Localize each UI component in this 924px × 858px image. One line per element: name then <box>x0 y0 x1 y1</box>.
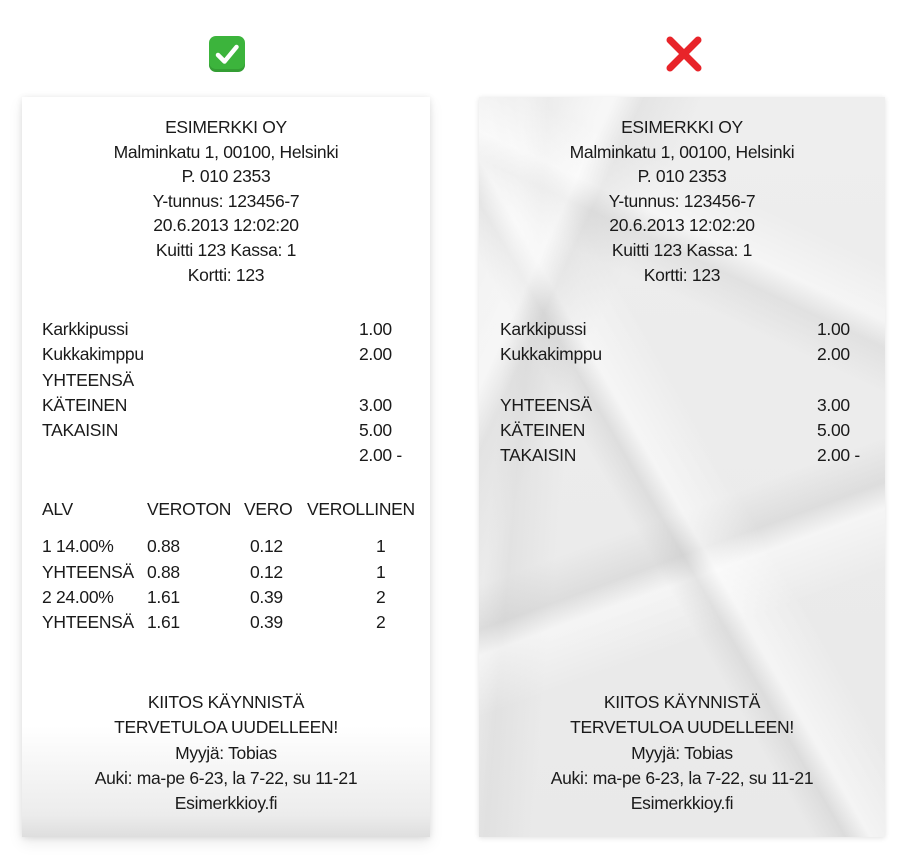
vat-row <box>42 536 412 561</box>
cross-mark-icon <box>664 34 704 74</box>
item-name: YHTEENSÄ <box>500 394 592 415</box>
item-name: KÄTEINEN <box>42 394 128 415</box>
receipt-header <box>22 115 430 287</box>
card: Kortti: 123 <box>187 264 265 285</box>
receipt-footer <box>22 690 430 816</box>
vat-col-header: VEROTON <box>147 499 232 519</box>
address: Malminkatu 1, 00100, Helsinki <box>113 141 339 162</box>
check-mark-icon <box>207 34 247 74</box>
item-name: YHTEENSÄ <box>42 369 134 390</box>
vat-header-row <box>42 499 415 524</box>
vat-cell: 1.61 <box>147 586 180 607</box>
vat-cell: 1 14.00% <box>42 536 114 557</box>
welcome-line: TERVETULOA UUDELLEEN! <box>114 717 338 738</box>
thanks-line: KIITOS KÄYNNISTÄ <box>147 692 305 712</box>
vat-table <box>42 499 415 637</box>
phone: P. 010 2353 <box>181 166 271 187</box>
item-names <box>42 317 144 443</box>
item-names <box>500 317 602 469</box>
hours-line: Auki: ma-pe 6-23, la 7-22, su 11-21 <box>94 767 358 788</box>
business-id: Y-tunnus: 123456-7 <box>152 190 300 211</box>
bad-receipt <box>479 97 885 837</box>
card: Kortti: 123 <box>643 264 721 285</box>
timestamp: 20.6.2013 12:02:20 <box>609 215 755 236</box>
item-value: 3.00 <box>359 394 392 415</box>
vat-row <box>42 562 412 587</box>
company-name: ESIMERKKI OY <box>165 117 287 137</box>
vat-cell: 2 24.00% <box>42 586 114 607</box>
vat-cell: 0.39 <box>250 612 283 633</box>
website-line: Esimerkkioy.fi <box>174 793 278 814</box>
item-name: Kukkakimppu <box>42 344 144 365</box>
vat-row <box>42 587 412 612</box>
item-value: 2.00 - <box>359 445 402 466</box>
item-name: Karkkipussi <box>500 319 587 339</box>
item-name: KÄTEINEN <box>500 420 586 441</box>
vat-row <box>42 612 412 637</box>
item-name: Kukkakimppu <box>500 344 602 365</box>
good-receipt <box>22 97 430 837</box>
vat-cell: 0.12 <box>250 536 283 557</box>
receipt-footer <box>479 690 885 816</box>
address: Malminkatu 1, 00100, Helsinki <box>569 141 795 162</box>
receipt-register: Kuitti 123 Kassa: 1 <box>155 239 297 260</box>
item-value: 1.00 <box>359 319 392 339</box>
item-values <box>817 317 860 469</box>
item-name: Karkkipussi <box>42 319 129 339</box>
vat-col-header: VERO <box>244 499 293 519</box>
item-value: 5.00 <box>359 420 392 441</box>
item-name: TAKAISIN <box>500 445 577 466</box>
item-value: 2.00 <box>359 344 392 365</box>
welcome-line: TERVETULOA UUDELLEEN! <box>570 717 794 738</box>
item-value: 2.00 - <box>817 445 860 466</box>
item-value: 3.00 <box>817 394 850 415</box>
vat-cell: 1.61 <box>147 612 180 633</box>
vat-cell: 1 <box>376 561 386 582</box>
phone: P. 010 2353 <box>637 166 727 187</box>
vat-col-header: ALV <box>42 499 73 519</box>
vat-cell: 2 <box>376 612 386 633</box>
item-values <box>359 317 402 469</box>
vat-cell: 2 <box>376 586 386 607</box>
vat-cell: YHTEENSÄ <box>42 612 134 633</box>
website-line: Esimerkkioy.fi <box>630 793 734 814</box>
timestamp: 20.6.2013 12:02:20 <box>153 215 299 236</box>
item-name: TAKAISIN <box>42 420 119 441</box>
seller-line: Myyjä: Tobias <box>175 742 277 763</box>
thanks-line: KIITOS KÄYNNISTÄ <box>603 692 761 712</box>
seller-line: Myyjä: Tobias <box>631 742 733 763</box>
hours-line: Auki: ma-pe 6-23, la 7-22, su 11-21 <box>550 767 814 788</box>
vat-cell: 1 <box>376 536 386 557</box>
item-value: 1.00 <box>817 319 850 339</box>
vat-col-header: VEROLLINEN <box>307 499 415 519</box>
vat-cell: 0.12 <box>250 561 283 582</box>
business-id: Y-tunnus: 123456-7 <box>608 190 756 211</box>
vat-cell: 0.39 <box>250 586 283 607</box>
vat-cell: YHTEENSÄ <box>42 561 134 582</box>
item-value: 5.00 <box>817 420 850 441</box>
receipt-header <box>479 115 885 287</box>
company-name: ESIMERKKI OY <box>621 117 743 137</box>
vat-cell: 0.88 <box>147 536 180 557</box>
vat-cell: 0.88 <box>147 561 180 582</box>
receipt-register: Kuitti 123 Kassa: 1 <box>611 239 753 260</box>
item-value: 2.00 <box>817 344 850 365</box>
